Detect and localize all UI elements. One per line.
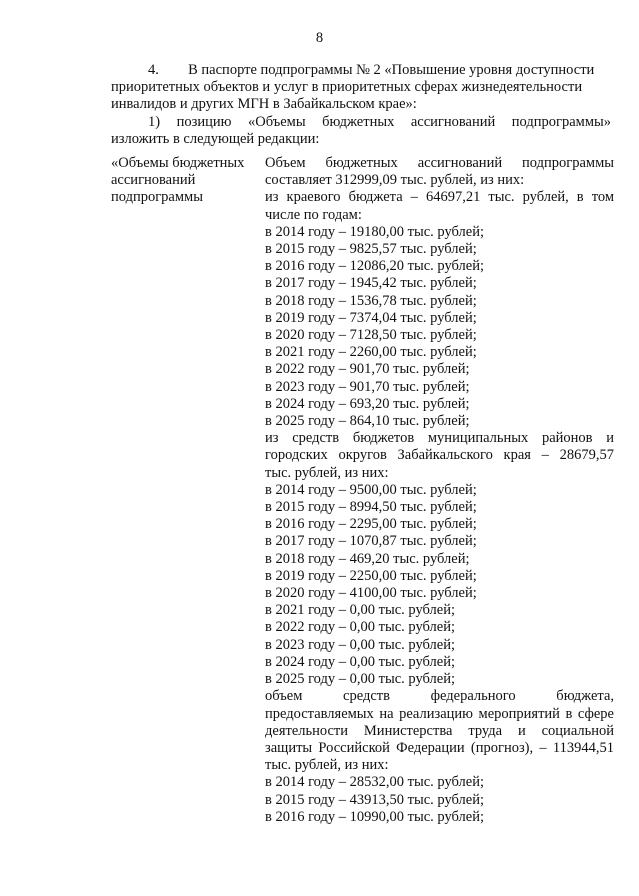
item-4-line-3: инвалидов и других МГН в Забайкальском крае»: <box>111 96 417 113</box>
year-allocation-line: в 2015 году – 43913,50 тыс. рублей; <box>265 791 485 808</box>
year-allocation-line: в 2025 году – 864,10 тыс. рублей; <box>265 413 470 430</box>
year-allocation-line: в 2016 году – 2295,00 тыс. рублей; <box>265 516 477 533</box>
subitem-1-paragraph <box>111 114 611 148</box>
year-allocation-line: в 2024 году – 0,00 тыс. рублей; <box>265 653 456 670</box>
federal-line-1: объем средств федерального бюджета, <box>265 688 614 705</box>
item-4-text-1: В паспорте подпрограммы № 2 «Повышение уровня доступности <box>188 62 595 78</box>
label-line: подпрограммы <box>111 189 203 206</box>
year-allocation-line: в 2014 году – 9500,00 тыс. рублей; <box>265 481 477 498</box>
position-content <box>265 155 614 826</box>
year-allocation-line: в 2021 году – 0,00 тыс. рублей; <box>265 602 456 619</box>
year-allocation-line: в 2020 году – 4100,00 тыс. рублей; <box>265 585 477 602</box>
label-line: ассигнований <box>111 172 196 189</box>
regional-line-1: из краевого бюджета – 64697,21 тыс. рублей, в том <box>265 189 614 206</box>
year-allocation-line: в 2015 году – 8994,50 тыс. рублей; <box>265 499 477 516</box>
municipal-line-1: из средств бюджетов муниципальных районов и <box>265 430 614 447</box>
year-allocation-line: в 2021 году – 2260,00 тыс. рублей; <box>265 344 477 361</box>
federal-line-2: предоставляемых на реализацию мероприятий в сфере <box>265 705 614 722</box>
year-allocation-line: в 2023 году – 901,70 тыс. рублей; <box>265 378 470 395</box>
year-allocation-line: в 2014 году – 19180,00 тыс. рублей; <box>265 223 485 240</box>
federal-line-5: тыс. рублей, из них: <box>265 757 389 774</box>
year-allocation-line: в 2017 году – 1945,42 тыс. рублей; <box>265 275 477 292</box>
municipal-line-2: городских округов Забайкальского края – 28679,57 <box>265 447 614 464</box>
year-allocation-line: в 2024 году – 693,20 тыс. рублей; <box>265 395 470 412</box>
total-line-2: составляет 312999,09 тыс. рублей, из них: <box>265 172 525 189</box>
year-allocation-line: в 2019 году – 2250,00 тыс. рублей; <box>265 567 477 584</box>
regional-line-2: числе по годам: <box>265 206 362 223</box>
item-4-paragraph <box>111 62 611 114</box>
year-allocation-line: в 2014 году – 28532,00 тыс. рублей; <box>265 774 485 791</box>
year-allocation-line: в 2018 году – 469,20 тыс. рублей; <box>265 550 470 567</box>
federal-line-4: защиты Российской Федерации (прогноз), – 113944,51 <box>265 739 614 756</box>
municipal-years-list <box>265 482 614 688</box>
subitem-1-line-1: 1) позицию «Объемы бюджетных ассигнований подпрограммы» <box>148 114 611 130</box>
year-allocation-line: в 2017 году – 1070,87 тыс. рублей; <box>265 533 477 550</box>
item-4-line-1 <box>111 62 611 79</box>
year-allocation-line: в 2023 году – 0,00 тыс. рублей; <box>265 636 456 653</box>
year-allocation-line: в 2016 году – 10990,00 тыс. рублей; <box>265 808 485 825</box>
label-line: «Объемы бюджетных <box>111 155 245 171</box>
subitem-1-line-2: изложить в следующей редакции: <box>111 131 320 148</box>
page-number: 8 <box>315 30 324 46</box>
municipal-line-3: тыс. рублей, из них: <box>265 464 389 481</box>
year-allocation-line: в 2022 году – 901,70 тыс. рублей; <box>265 361 470 378</box>
year-allocation-line: в 2025 году – 0,00 тыс. рублей; <box>265 671 456 688</box>
year-allocation-line: в 2018 году – 1536,78 тыс. рублей; <box>265 292 477 309</box>
total-line-1: Объем бюджетных ассигнований подпрограммы <box>265 155 614 171</box>
regional-years-list <box>265 224 614 430</box>
year-allocation-line: в 2022 году – 0,00 тыс. рублей; <box>265 619 456 636</box>
federal-years-list <box>265 774 614 826</box>
year-allocation-line: в 2015 году – 9825,57 тыс. рублей; <box>265 241 477 258</box>
item-number: 4. <box>148 62 159 78</box>
position-label <box>111 155 261 207</box>
year-allocation-line: в 2019 году – 7374,04 тыс. рублей; <box>265 309 477 326</box>
federal-line-3: деятельности Министерства труда и социальной <box>265 722 614 739</box>
year-allocation-line: в 2020 году – 7128,50 тыс. рублей; <box>265 327 477 344</box>
item-4-line-2: приоритетных объектов и услуг в приоритетных сферах жизнедеятельности <box>111 79 583 96</box>
year-allocation-line: в 2016 году – 12086,20 тыс. рублей; <box>265 258 485 275</box>
